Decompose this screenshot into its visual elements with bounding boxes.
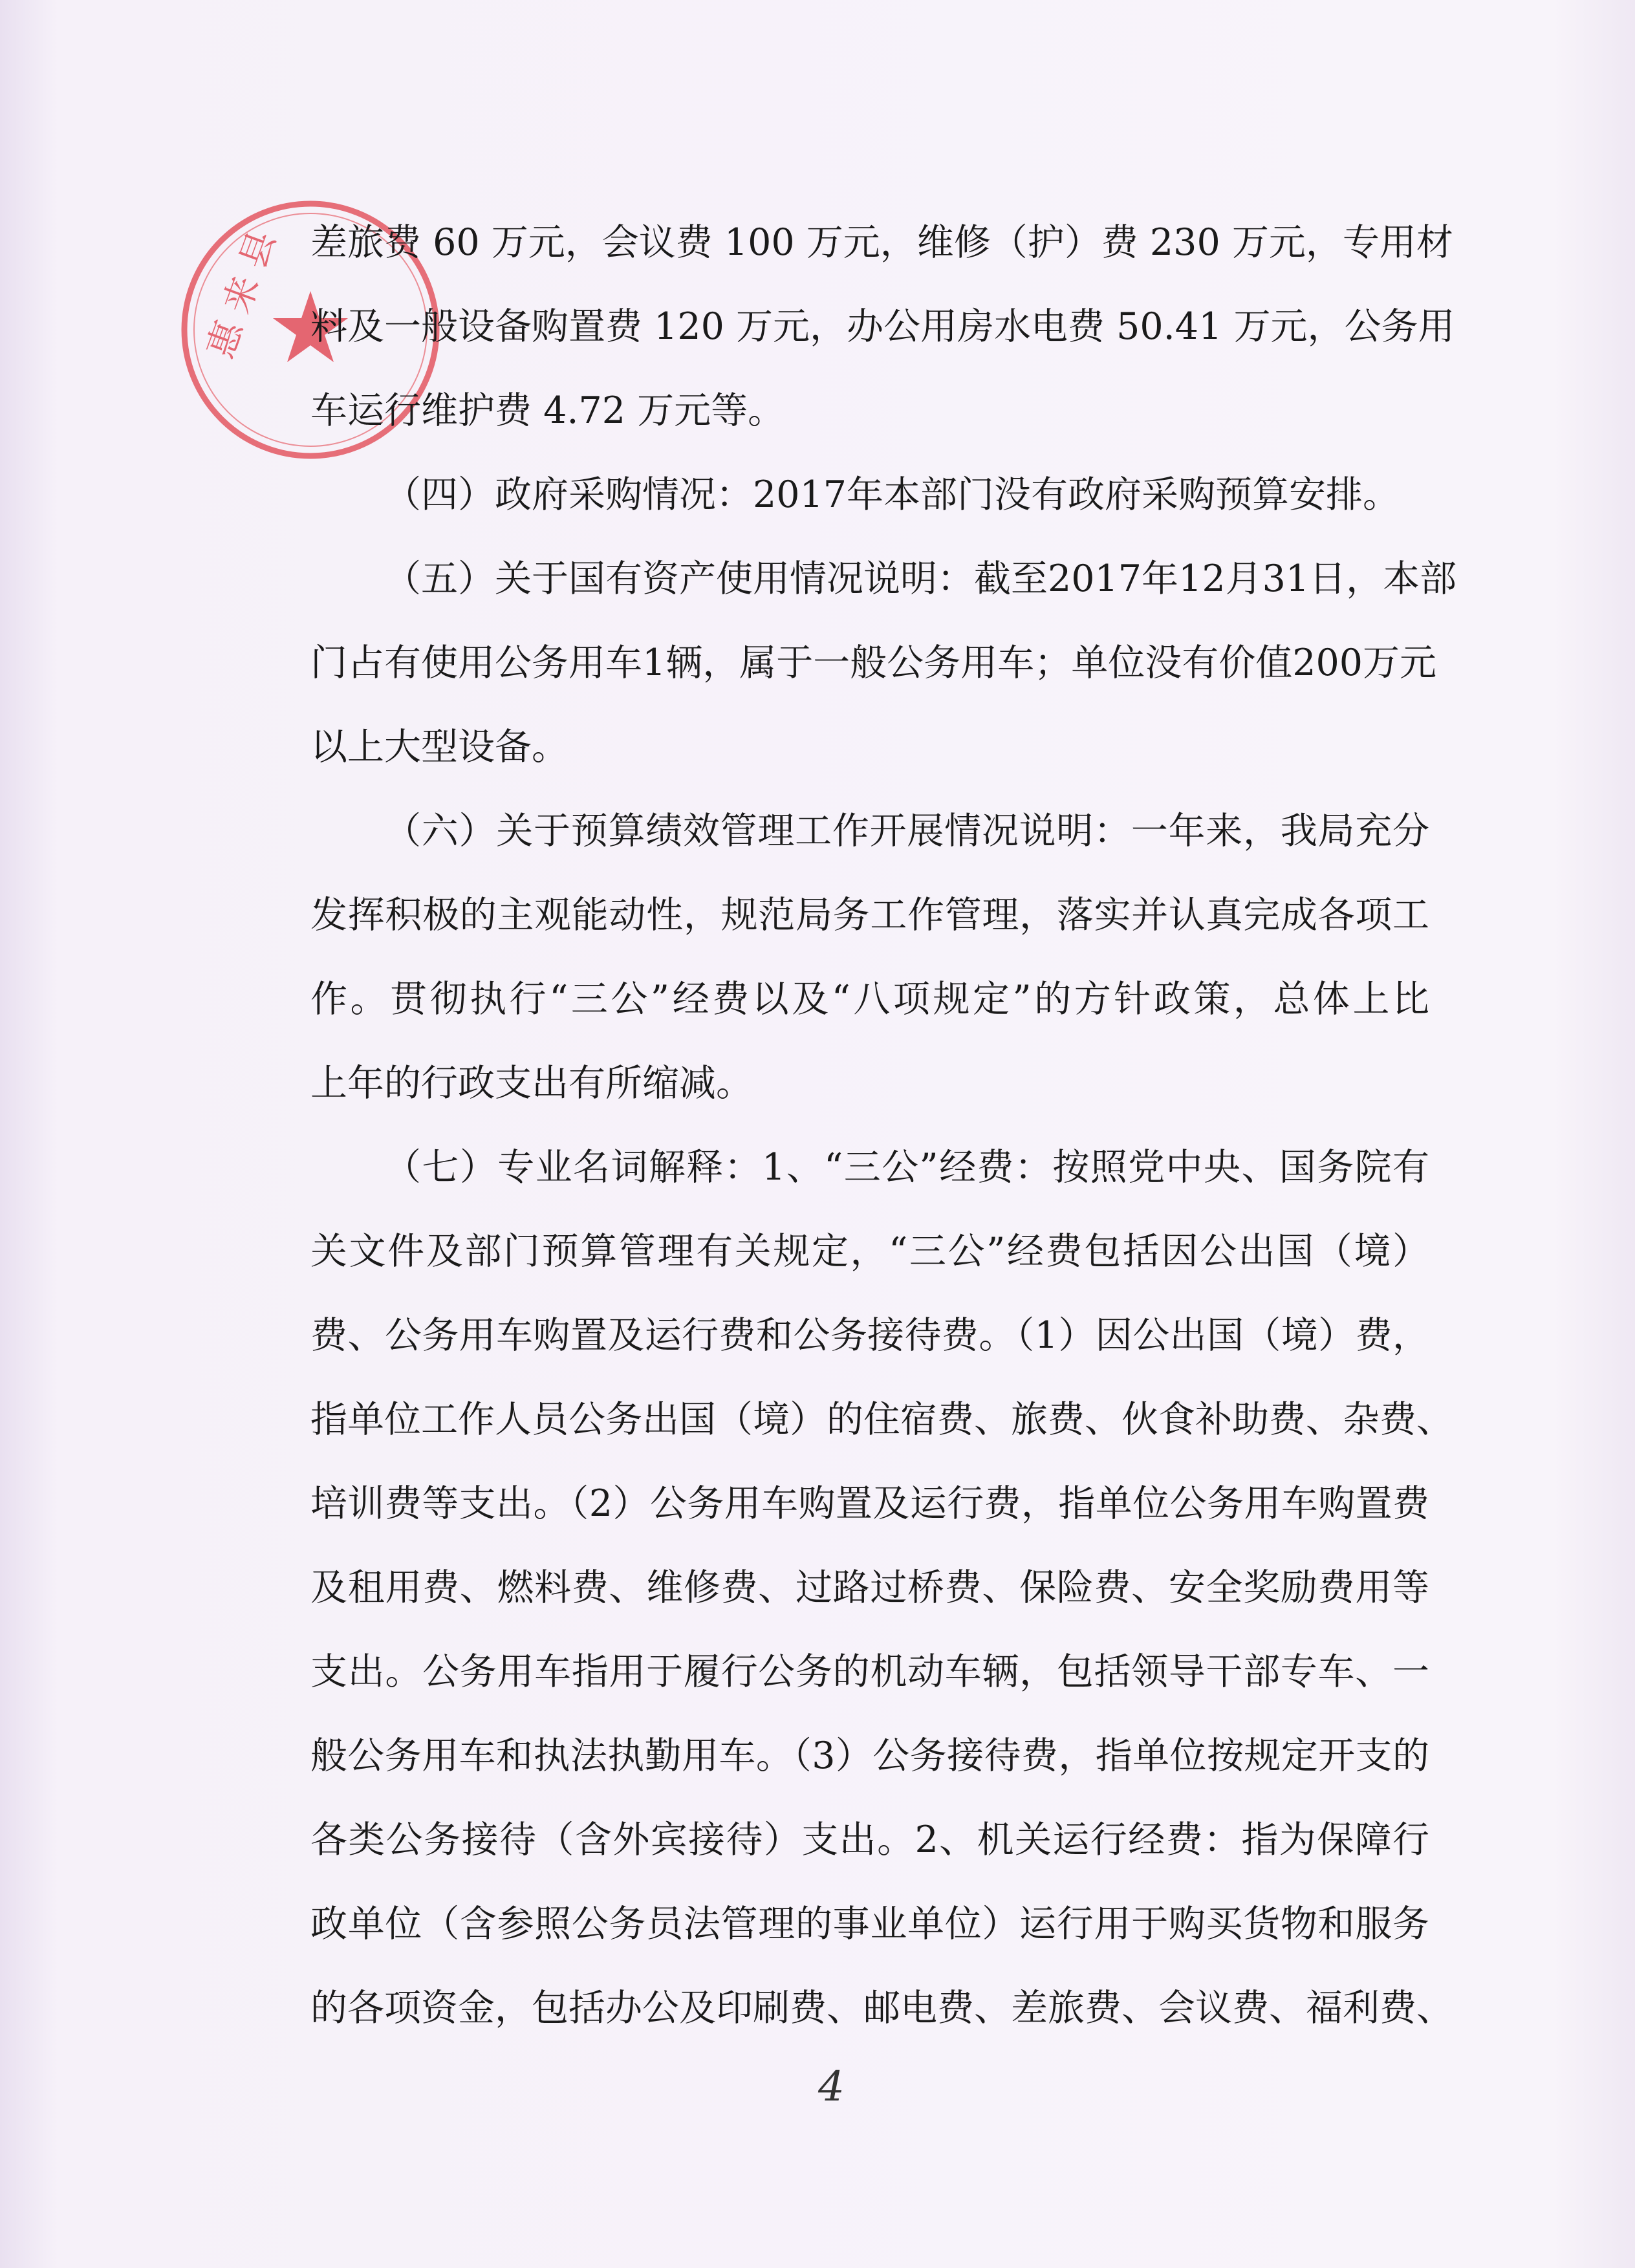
text-line: 差旅费 60 万元，会议费 100 万元，维修（护）费 230 万元，专用材 — [310, 221, 1453, 264]
text-line: 支出。公务用车指用于履行公务的机动车辆，包括领导干部专车、一 — [310, 1650, 1429, 1693]
text-line: 车运行维护费 4.72 万元等。 — [310, 389, 785, 432]
text-line: 及租用费、燃料费、维修费、过路过桥费、保险费、安全奖励费用等 — [310, 1566, 1429, 1609]
text-line: 般公务用车和执法执勤用车。（3）公务接待费，指单位按规定开支的 — [310, 1734, 1429, 1777]
text-line: 上年的行政支出有所缩减。 — [310, 1062, 753, 1105]
text-line: （四）政府采购情况：2017年本部门没有政府采购预算安排。 — [384, 473, 1400, 516]
text-line: 料及一般设备购置费 120 万元，办公用房水电费 50.41 万元，公务用 — [310, 305, 1455, 348]
page-number: 4 — [818, 2063, 845, 2111]
text-line: 指单位工作人员公务出国（境）的住宿费、旅费、伙食补助费、杂费、 — [310, 1398, 1453, 1441]
text-line: 费、公务用车购置及运行费和公务接待费。（1）因公出国（境）费， — [310, 1314, 1429, 1357]
seal-text: 惠 来 县 — [199, 225, 285, 364]
text-line: 培训费等支出。（2）公务用车购置及运行费，指单位公务用车购置费 — [310, 1482, 1429, 1525]
text-line: 的各项资金，包括办公及印刷费、邮电费、差旅费、会议费、福利费、 — [310, 1987, 1453, 2029]
body-text — [310, 200, 1457, 2050]
text-line: 政单位（含参照公务员法管理的事业单位）运行用于购买货物和服务 — [310, 1903, 1429, 1945]
text-line: （七）专业名词解释：1、“三公”经费：按照党中央、国务院有 — [384, 1146, 1429, 1189]
text-line: 以上大型设备。 — [310, 726, 568, 768]
text-line: 发挥积极的主观能动性，规范局务工作管理，落实并认真完成各项工 — [310, 894, 1429, 936]
text-line: （五）关于国有资产使用情况说明：截至2017年12月31日，本部 — [384, 557, 1457, 600]
text-line: 门占有使用公务用车1辆，属于一般公务用车；单位没有价值200万元 — [310, 642, 1437, 684]
text-line: 各类公务接待（含外宾接待）支出。2、机关运行经费：指为保障行 — [310, 1819, 1429, 1861]
text-line: 作。贯彻执行“三公”经费以及“八项规定”的方针政策，总体上比 — [310, 978, 1429, 1021]
text-line: （六）关于预算绩效管理工作开展情况说明：一年来，我局充分 — [384, 810, 1429, 852]
text-line: 关文件及部门预算管理有关规定，“三公”经费包括因公出国（境） — [310, 1230, 1429, 1273]
